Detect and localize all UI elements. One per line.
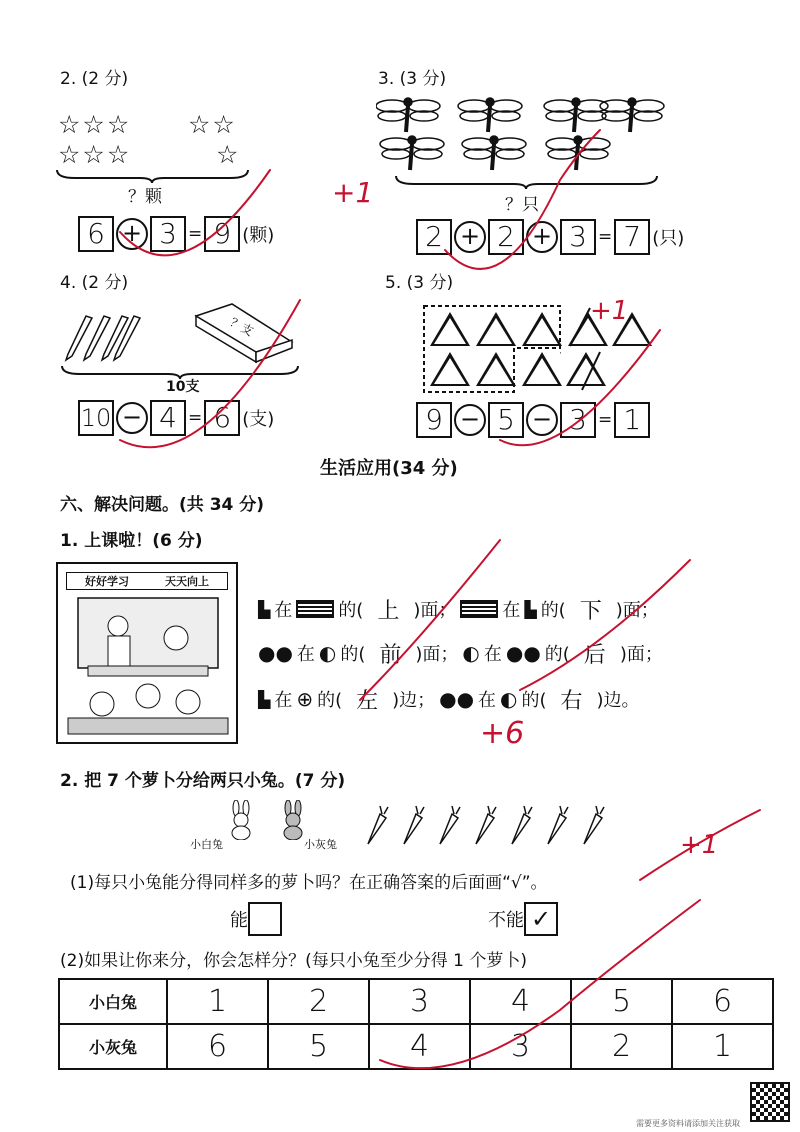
rabbit2-label: 小灰兔	[304, 838, 337, 851]
q2-stars-right-top: ☆☆	[188, 110, 237, 139]
q2-stars-left-top: ☆☆☆	[58, 110, 132, 139]
row-label-gray-rabbit: 小灰兔	[59, 1024, 167, 1069]
text: 的(	[521, 690, 547, 711]
text: )面；	[619, 644, 663, 665]
text: 的(	[540, 600, 566, 621]
qr-code-icon	[750, 1082, 790, 1122]
q2-operator: +	[116, 218, 148, 250]
q5-title: 5. (3 分)	[385, 273, 454, 293]
grade-mark-3: +6	[480, 716, 525, 751]
table-cell: 1	[167, 979, 268, 1024]
q2-stars-left-bottom: ☆☆☆	[58, 140, 132, 169]
q3-title: 3. (3 分)	[378, 69, 447, 89]
table-cell: 5	[268, 1024, 369, 1069]
poster-right-text: 天天向上	[165, 575, 209, 588]
problem2-title: 2. 把 7 个萝卜分给两只小兔。(7 分)	[60, 771, 346, 791]
answer-front: 前	[379, 642, 402, 668]
child-head-icon: ◐	[318, 641, 337, 665]
q4-minuend: 10	[78, 400, 114, 436]
section-heading: 生活应用(34 分)	[320, 458, 458, 479]
q5-result: 1	[614, 402, 650, 438]
option-yes-label: 能	[230, 910, 248, 931]
answer-down: 下	[579, 598, 602, 624]
text: 在	[296, 644, 315, 665]
text: 在	[478, 690, 497, 711]
text: 的(	[544, 644, 570, 665]
children-group-icon: ●●	[505, 641, 541, 665]
q3-operator-2: +	[526, 221, 558, 253]
q2-unit: (颗)	[242, 225, 275, 246]
grade-mark-1: +1	[332, 176, 374, 209]
answer-back: 后	[583, 642, 606, 668]
equals-sign: =	[188, 224, 203, 244]
q5-subtrahend-1: 5	[488, 402, 524, 438]
q2-title: 2. (2 分)	[60, 69, 129, 89]
equals-sign: =	[598, 227, 613, 247]
text: )面；	[413, 600, 457, 621]
text: 在	[483, 644, 502, 665]
q3-addend-2: 2	[488, 219, 524, 255]
book-stack-icon: ▙	[524, 599, 537, 619]
q3-addend-1: 2	[416, 219, 452, 255]
text: 在	[502, 600, 521, 621]
table-cell: 1	[672, 1024, 773, 1069]
table-cell: 2	[268, 979, 369, 1024]
text: )面；	[415, 644, 459, 665]
subq2-text: (2)如果让你来分，你会怎样分？(每只小兔至少分得 1 个萝卜)	[60, 951, 527, 971]
grade-mark-2: +1	[590, 296, 629, 326]
child-head-icon: ◐	[500, 687, 518, 711]
answer-up: 上	[377, 598, 400, 624]
q3-brace-label: ？只	[505, 195, 539, 215]
table-cell: 2	[571, 1024, 672, 1069]
answer-left: 左	[356, 688, 379, 714]
q3-addend-3: 3	[560, 219, 596, 255]
q2-result: 9	[204, 216, 240, 252]
table-cell: 3	[369, 979, 470, 1024]
part-title: 六、解决问题。(共 34 分)	[60, 495, 265, 515]
q3-unit: (只)	[652, 228, 685, 249]
q4-result: 6	[204, 400, 240, 436]
q4-box-label: ？支	[227, 315, 256, 339]
subq1-text: (1)每只小兔能分得同样多的萝卜吗？在正确答案的后面画“√”。	[70, 873, 548, 893]
q3-operator-1: +	[454, 221, 486, 253]
q5-subtrahend-2: 3	[560, 402, 596, 438]
q2-addend-2: 3	[150, 216, 186, 252]
q4-unit: (支)	[242, 409, 275, 430]
children-group-icon: ●●	[258, 641, 293, 665]
text: )边；	[392, 690, 436, 711]
answer-right: 右	[560, 688, 583, 714]
text: 的(	[317, 690, 343, 711]
table-cell: 4	[470, 979, 571, 1024]
q4-operator: −	[116, 402, 148, 434]
globe-icon: ⊕	[296, 687, 314, 711]
text: 在	[274, 600, 293, 621]
table-cell: 3	[470, 1024, 571, 1069]
rabbit1-label: 小白兔	[190, 838, 223, 851]
row-label-white-rabbit: 小白兔	[59, 979, 167, 1024]
text: )面；	[615, 600, 659, 621]
q2-stars-right-bottom: ☆	[216, 140, 241, 169]
problem1-title: 1. 上课啦！(6 分)	[60, 531, 203, 551]
child-head-icon: ◐	[462, 641, 480, 665]
table-cell: 6	[672, 979, 773, 1024]
equals-sign: =	[188, 408, 203, 428]
poster-left-text: 好好学习	[85, 575, 129, 588]
book-stack-icon: ▙	[258, 599, 271, 619]
table-cell: 5	[571, 979, 672, 1024]
q5-minuend: 9	[416, 402, 452, 438]
q3-result: 7	[614, 219, 650, 255]
table-cell: 6	[167, 1024, 268, 1069]
table-cell: 4	[369, 1024, 470, 1069]
footer-text: 需要更多资料请添加关注获取	[636, 1119, 740, 1128]
text: 在	[274, 690, 293, 711]
grade-mark-4: +1	[680, 830, 719, 860]
q4-subtrahend: 4	[150, 400, 186, 436]
children-group-icon: ●●	[439, 687, 475, 711]
equals-sign: =	[598, 410, 613, 430]
q5-operator-2: −	[526, 404, 558, 436]
q2-brace-label: ？颗	[128, 187, 162, 207]
q2-addend-1: 6	[78, 216, 114, 252]
text: 的(	[338, 600, 364, 621]
q4-brace-label: 10支	[166, 379, 200, 395]
text: 的(	[340, 644, 366, 665]
book-stack-icon: ▙	[258, 689, 271, 709]
option-no-label: 不能	[488, 910, 524, 931]
check-mark-icon: ✓	[530, 905, 552, 933]
text: )边。	[596, 690, 640, 711]
q4-title: 4. (2 分)	[60, 273, 129, 293]
q5-operator-1: −	[454, 404, 486, 436]
